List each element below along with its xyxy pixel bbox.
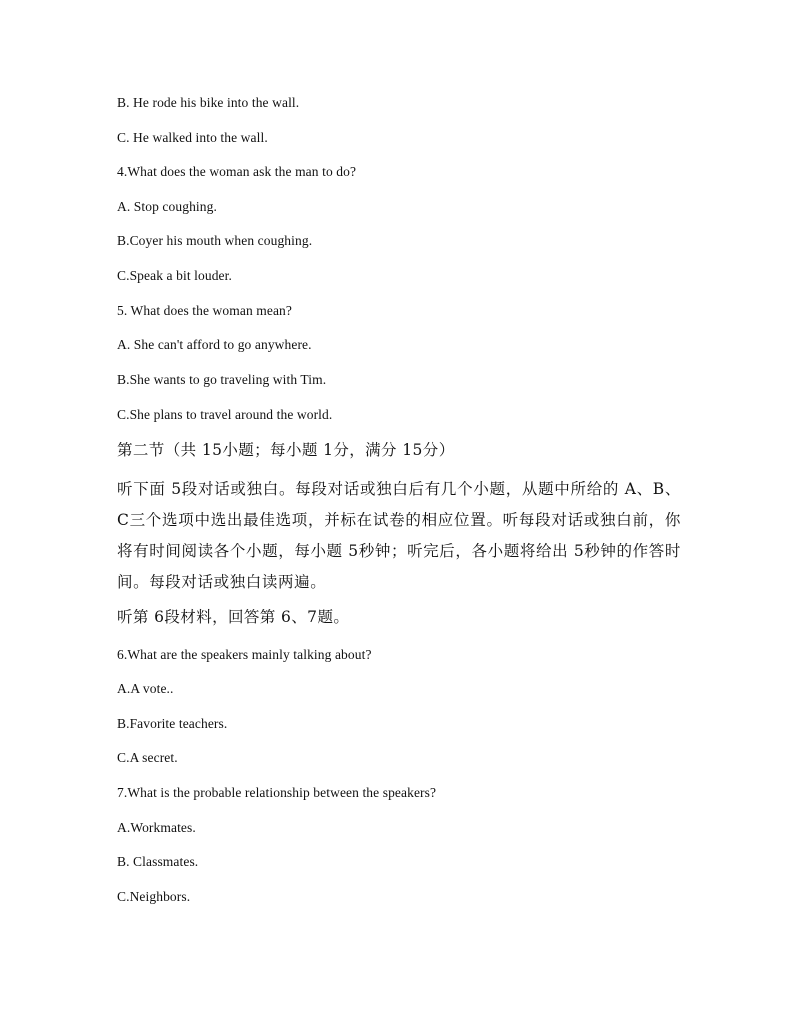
q4-option-a: A. Stop coughing.: [117, 199, 217, 214]
q7-question: 7.What is the probable relationship between the speakers?: [117, 785, 437, 800]
q4-question: 4.What does the woman ask the man to do?: [117, 164, 357, 179]
q5-option-a: A. She can't afford to go anywhere.: [117, 337, 312, 352]
q4-option-c: C.Speak a bit louder.: [117, 268, 232, 283]
q7-option-a: A.Workmates.: [117, 820, 196, 835]
q4-option-b: B.Coyer his mouth when coughing.: [117, 233, 313, 248]
instructions-paragraph: 听下面 5段对话或独白。每段对话或独白后有几个小题，从题中所给的 A、B、C三个选项中选出最佳选项，并标在试卷的相应位置。听每段对话或独白前，你将有时间阅读各个小题，每小题 5秒钟；听完后，各小题将给出 5秒钟的作答时间。每段对话或独白读两遍。: [117, 480, 681, 591]
q7-option-c: C.Neighbors.: [117, 889, 191, 904]
q5-option-b: B.She wants to go traveling with Tim.: [117, 372, 327, 387]
section-heading: 第二节（共 15小题；每小题 1分，满分 15分）: [117, 441, 455, 459]
q5-option-c: C.She plans to travel around the world.: [117, 407, 333, 422]
q6-option-b: B.Favorite teachers.: [117, 716, 228, 731]
q3-option-c: C. He walked into the wall.: [117, 130, 268, 145]
material-note: 听第 6段材料，回答第 6、7题。: [117, 608, 350, 626]
q5-question: 5. What does the woman mean?: [117, 303, 292, 318]
q6-option-a: A.A vote..: [117, 681, 174, 696]
q3-option-b: B. He rode his bike into the wall.: [117, 95, 300, 110]
q6-question: 6.What are the speakers mainly talking about?: [117, 647, 372, 662]
q6-option-c: C.A secret.: [117, 750, 178, 765]
q7-option-b: B. Classmates.: [117, 854, 199, 869]
